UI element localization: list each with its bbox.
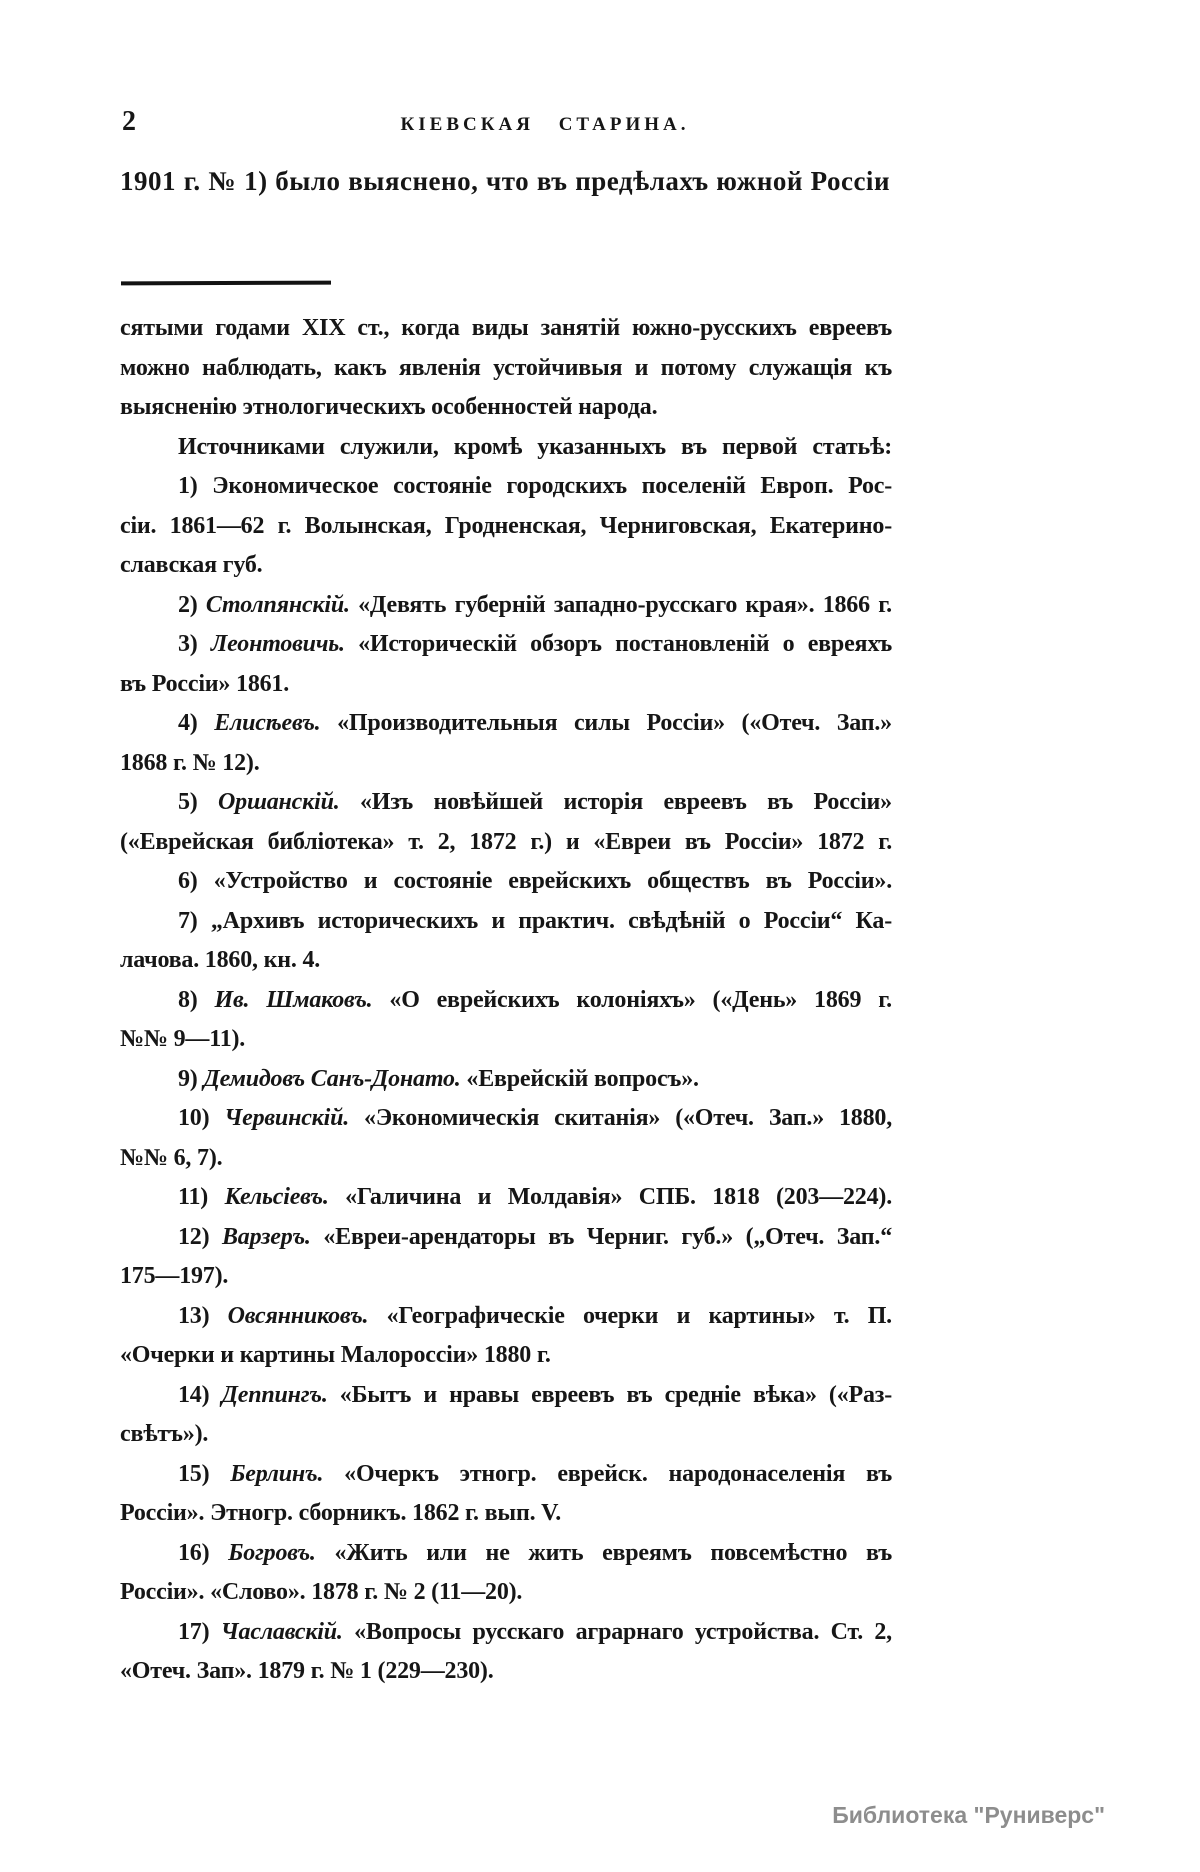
- footnote-text: «Вопросы русскаго аграрнаго устройства. Ст. 2,: [342, 1618, 892, 1645]
- footnote-line: [120, 349, 892, 389]
- footnote-author: Чаславскій.: [220, 1618, 343, 1645]
- footnote-text: «Отеч. Зап». 1879 г. № 1 (229—230).: [120, 1658, 494, 1684]
- footnote-line: [120, 823, 892, 863]
- footnote-author: Столпянскій.: [205, 591, 350, 618]
- footnote-text: въ Россіи» 1861.: [120, 670, 290, 697]
- footnote-line: [120, 1455, 892, 1495]
- footnote-text: 13): [178, 1302, 228, 1329]
- footnote-text: сіи. 1861—62 г. Волынская, Гродненская, Черниговская, Екатерино-: [120, 512, 892, 539]
- footnote-line: [120, 783, 892, 823]
- footnote-text: «О еврейскихъ колоніяхъ» («День» 1869 г.: [372, 986, 892, 1013]
- footnote-line: [120, 665, 892, 705]
- footnote-line: [120, 1494, 892, 1534]
- footnote-text: 1) Экономическое состояніе городскихъ поселеній Европ. Рос-: [178, 473, 892, 499]
- footnote-line: [120, 1534, 892, 1574]
- footnote-text: 8): [178, 986, 215, 1013]
- footnote-text: Россіи». «Слово». 1878 г. № 2 (11—20).: [120, 1579, 523, 1605]
- footnote-author: Червинскій.: [224, 1105, 350, 1131]
- footnote-author: Леонтовичь.: [210, 631, 345, 657]
- footnote-text: «Историческій обзоръ постановленій о евреяхъ: [344, 631, 892, 657]
- footnote-text: 12): [178, 1223, 222, 1250]
- footnote-text: Источниками служили, кромѣ указанныхъ въ первой статьѣ:: [178, 433, 892, 460]
- footnote-text: №№ 9—11).: [120, 1026, 246, 1052]
- footnote-author: Кельсіевъ.: [224, 1184, 329, 1210]
- footnote-line: [120, 1652, 892, 1692]
- footnote-text: 6) «Устройство и состояніе еврейскихъ обществъ въ Россіи».: [178, 868, 892, 894]
- running-title: КІЕВСКАЯ СТАРИНА.: [400, 114, 690, 135]
- footnote-line: [120, 1415, 892, 1455]
- footnote-text: лачова. 1860, кн. 4.: [120, 947, 321, 973]
- footnote-text: 4): [178, 710, 215, 736]
- footnote-line: [120, 388, 892, 428]
- footnote-line: [120, 309, 892, 349]
- page-number: 2: [122, 106, 136, 137]
- footnote-text: выясненію этнологическихъ особенностей народа.: [120, 394, 658, 420]
- footnote-text: сятыми годами XIX ст., когда виды занятій южно-русскихъ евреевъ: [120, 315, 892, 341]
- footnote-text: «Очеркъ этногр. еврейск. народонаселенія въ: [323, 1460, 892, 1487]
- footnote-text: Россіи». Этногр. сборникъ. 1862 г. вып. V.: [120, 1500, 562, 1526]
- footnote-text: «Евреи-арендаторы въ Черниг. губ.» („Отеч. Зап.“: [310, 1223, 892, 1250]
- footnote-text: 1868 г. № 12).: [120, 749, 260, 776]
- footnote-line: [120, 941, 892, 981]
- footnote-line: [120, 1613, 892, 1653]
- footnote-text: «Девять губерній западно-русскаго края». 1866 г.: [349, 591, 892, 618]
- footnote-line: [120, 467, 892, 507]
- footnote-text: «Еврейскій вопросъ».: [460, 1065, 699, 1092]
- footnote-line: [120, 1020, 892, 1060]
- footnote-text: 5): [178, 789, 219, 815]
- footnote-line: [120, 902, 892, 942]
- footnote-line: [120, 1336, 892, 1376]
- footnote-text: можно наблюдать, какъ явленія устойчивыя и потому служащія къ: [120, 354, 892, 381]
- footnote-author: Деппингъ.: [221, 1381, 328, 1408]
- footnote-line: [120, 428, 892, 468]
- body-first-line: 1901 г. № 1) было выяснено, что въ предѣлахъ южной Россіи: [120, 166, 890, 196]
- footnote-text: «Географическіе очерки и картины» т. П.: [368, 1302, 892, 1329]
- footnote-author: Демидовъ Санъ-Донато.: [203, 1065, 461, 1092]
- footnote-text: свѣтъ»).: [120, 1421, 209, 1447]
- footnote-text: 14): [178, 1381, 222, 1408]
- library-watermark: Библиотека "Руниверс": [832, 1802, 1105, 1828]
- footnote-author: Ив. Шмаковъ.: [214, 986, 373, 1013]
- footnote-author: Богровъ.: [228, 1539, 316, 1566]
- footnote-text: «Изъ новѣйшей исторія евреевъ въ Россіи»: [339, 789, 892, 815]
- footnote-text: 15): [178, 1460, 231, 1487]
- footnote-text: «Экономическія скитанія» («Отеч. Зап.» 1880,: [349, 1105, 892, 1131]
- footnote-author: Варзеръ.: [221, 1223, 311, 1250]
- footnote-line: [120, 1178, 892, 1218]
- footnote-line: [120, 1376, 892, 1416]
- footnote-text: («Еврейская библіотека» т. 2, 1872 г.) и «Евреи въ Россіи» 1872 г.: [120, 828, 892, 855]
- footnote-author: Оршанскій.: [218, 789, 340, 815]
- footnote-line: [120, 507, 892, 547]
- footnote-text: 16): [178, 1539, 229, 1566]
- footnote-author: Овсянниковъ.: [227, 1302, 369, 1329]
- footnote-text: 10): [178, 1105, 225, 1131]
- footnote-separator-rule: [121, 281, 331, 286]
- footnote-line: [120, 1257, 892, 1297]
- footnote-text: 2): [178, 591, 206, 618]
- footnote-text: славская губ.: [120, 552, 263, 578]
- footnote-text: №№ 6, 7).: [120, 1144, 223, 1171]
- footnote-text: «Бытъ и нравы евреевъ въ средніе вѣка» («Раз-: [327, 1381, 893, 1408]
- footnote-text: 3): [178, 631, 211, 657]
- footnote-line: [120, 744, 892, 784]
- footnote-line: [120, 625, 892, 665]
- footnote-text: 7) „Архивъ историческихъ и практич. свѣдѣній о Россіи“ Ка-: [178, 907, 892, 934]
- footnote-text: 9): [178, 1065, 204, 1092]
- footnote-author: Берлинъ.: [230, 1460, 324, 1487]
- footnote-line: [120, 704, 892, 744]
- footnote-line: [120, 546, 892, 586]
- footnote-author: Елисѣевъ.: [214, 710, 321, 736]
- footnote-text: «Очерки и картины Малороссіи» 1880 г.: [120, 1342, 551, 1368]
- footnote-line: [120, 1573, 892, 1613]
- footnote-line: [120, 1297, 892, 1337]
- footnote-line: [120, 1139, 892, 1179]
- footnote-line: [120, 1218, 892, 1258]
- footnote-line: [120, 981, 892, 1021]
- footnote-line: [120, 862, 892, 902]
- footnote-line: [120, 586, 892, 626]
- footnote-text: 175—197).: [120, 1263, 229, 1289]
- footnotes-block: [120, 309, 892, 1692]
- footnote-text: «Жить или не жить евреямъ повсемѣстно въ: [315, 1539, 892, 1566]
- footnote-line: [120, 1060, 892, 1100]
- footnote-line: [120, 1099, 892, 1139]
- footnote-text: «Галичина и Молдавія» СПБ. 1818 (203—224).: [328, 1184, 892, 1210]
- footnote-text: 17): [178, 1618, 221, 1645]
- footnote-text: 11): [178, 1184, 225, 1210]
- footnote-text: «Производительныя силы Россіи» («Отеч. Зап.»: [320, 710, 892, 736]
